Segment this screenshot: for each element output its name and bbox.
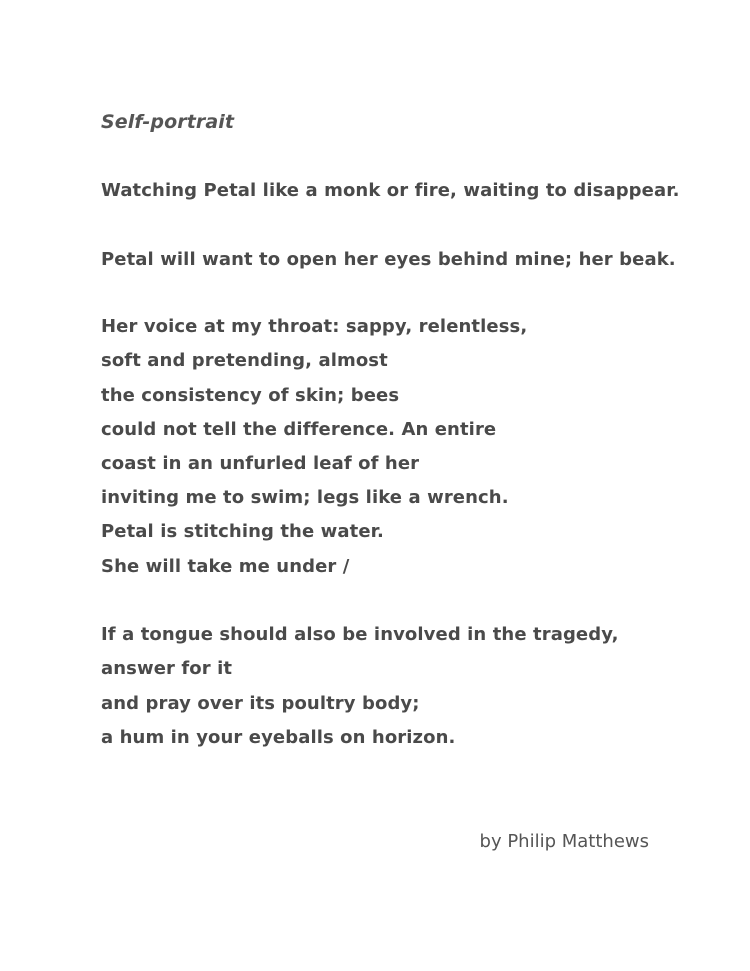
poem-line: If a tongue should also be involved in the tragedy, xyxy=(101,624,619,645)
poem-line: Petal is stitching the water. xyxy=(101,521,384,542)
poem-line: a hum in your eyeballs on horizon. xyxy=(101,727,456,748)
poem-line: soft and pretending, almost xyxy=(101,350,388,371)
poem-line: Petal will want to open her eyes behind mine; her beak. xyxy=(101,249,676,270)
poem-line: Her voice at my throat: sappy, relentless, xyxy=(101,316,528,337)
poem-line: inviting me to swim; legs like a wrench. xyxy=(101,487,509,508)
poem-line: the consistency of skin; bees xyxy=(101,385,400,406)
poem-line: Watching Petal like a monk or fire, waiting to disappear. xyxy=(101,180,680,201)
poem-line: and pray over its poultry body; xyxy=(101,693,420,714)
poem-title: Self-portrait xyxy=(101,111,235,133)
poem-line: She will take me under / xyxy=(101,556,350,577)
author-byline: by Philip Matthews xyxy=(479,831,649,852)
poem-line: answer for it xyxy=(101,658,233,679)
poem-line: coast in an unfurled leaf of her xyxy=(101,453,420,474)
poem-line: could not tell the difference. An entire xyxy=(101,419,497,440)
